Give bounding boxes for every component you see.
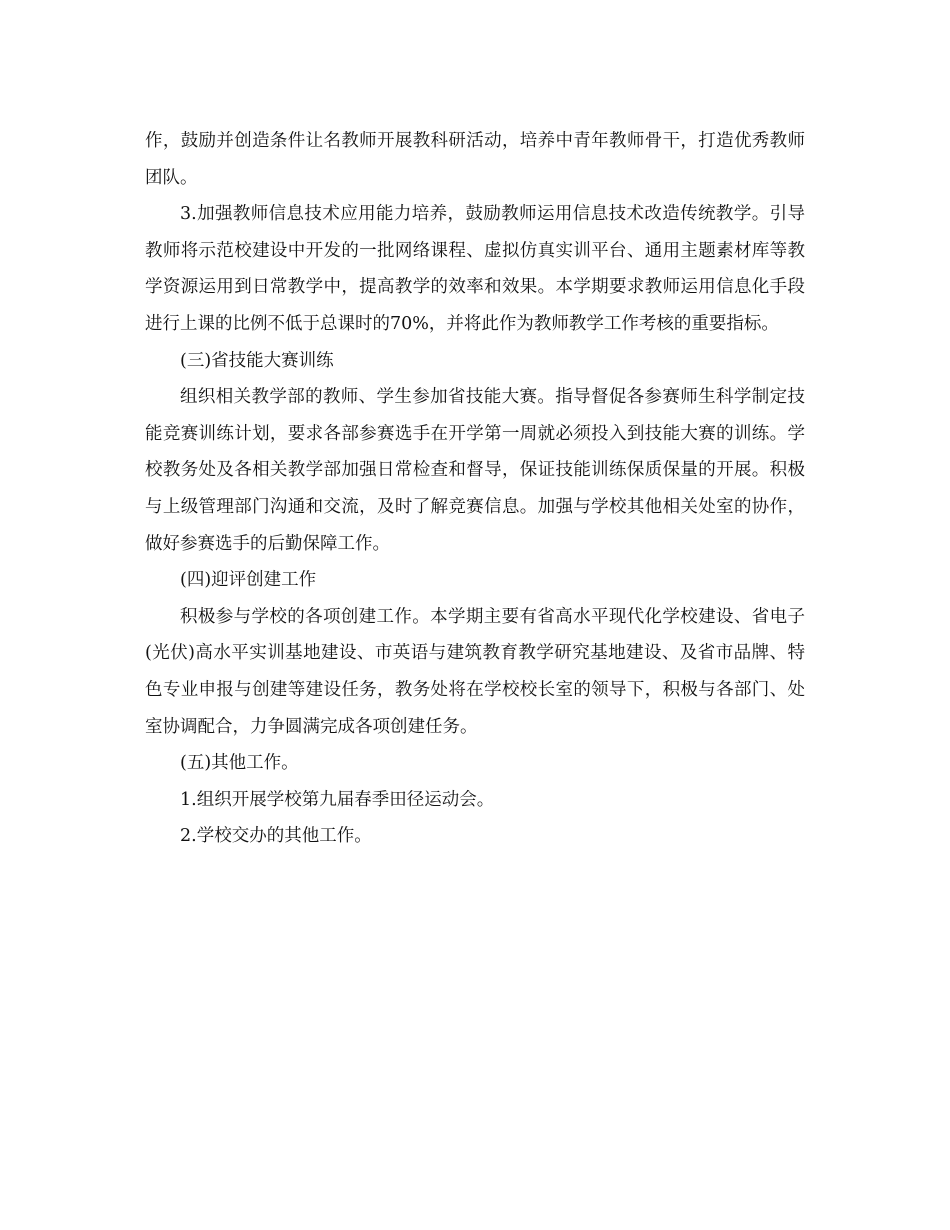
paragraph-continuation: 作，鼓励并创造条件让名教师开展教科研活动，培养中青年教师骨干，打造优秀教师团队。 bbox=[145, 131, 805, 188]
paragraph-skills-competition: 组织相关教学部的教师、学生参加省技能大赛。指导督促各参赛师生科学制定技能竞赛训练计划，要求各部参赛选手在开学第一周就必须投入到技能大赛的训练。学校教务处及各相关教学部加强日常检查和督导，保证技能训练保质保量的开展。积极与上级管理部门沟通和交流，及时了解竞赛信息。加强与学校其他相关处室的协作，做好参赛选手的后勤保障工作。 bbox=[145, 387, 805, 554]
paragraph-creation-work: 积极参与学校的各项创建工作。本学期主要有省高水平现代化学校建设、省电子(光伏)高水平实训基地建设、市英语与建筑教育教学研究基地建设、及省市品牌、特色专业申报与创建等建设任务，教务处将在学校校长室的领导下，积极与各部门、处室协调配合，力争圆满完成各项创建任务。 bbox=[145, 606, 805, 737]
section-heading-3: (三)省技能大赛训练 bbox=[180, 350, 334, 371]
list-item-2: 2.学校交办的其他工作。 bbox=[180, 826, 372, 847]
document-body bbox=[145, 123, 805, 855]
section-heading-5: (五)其他工作。 bbox=[180, 753, 299, 774]
paragraph-item-3: 3.加强教师信息技术应用能力培养，鼓励教师运用信息技术改造传统教学。引导教师将示范校建设中开发的一批网络课程、虚拟仿真实训平台、通用主题素材库等教学资源运用到日常教学中，提高教学的效率和效果。本学期要求教师运用信息化手段进行上课的比例不低于总课时的70%，并将此作为教师教学工作考核的重要指标。 bbox=[145, 204, 805, 334]
section-heading-4: (四)迎评创建工作 bbox=[180, 570, 317, 591]
list-item-1: 1.组织开展学校第九届春季田径运动会。 bbox=[180, 789, 495, 810]
